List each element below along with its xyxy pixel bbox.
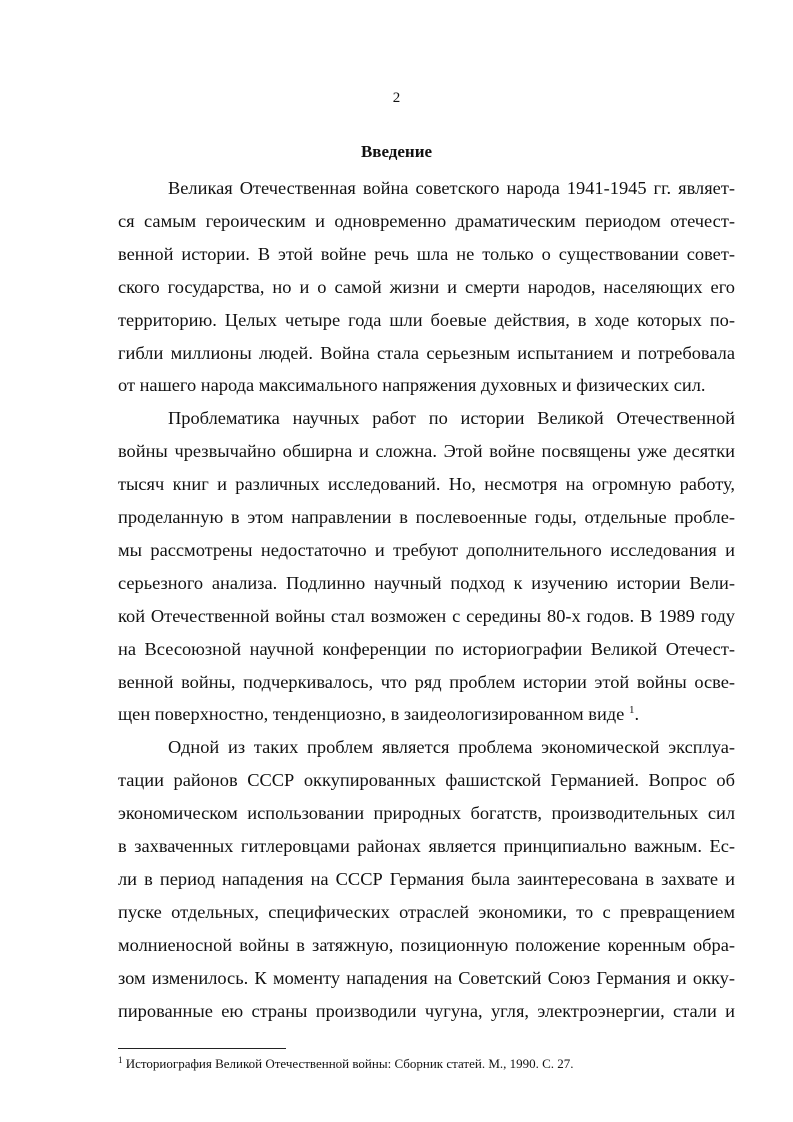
- text-line: зом изменилось. К моменту нападения на Советский Союз Германия и окку-: [118, 967, 735, 988]
- text-line: Великая Отечественная война советского народа 1941-1945 гг. являет-: [168, 178, 735, 198]
- footnote-text: Историография Великой Отечественной войны: Сборник статей. М., 1990. С. 27.: [125, 1056, 574, 1071]
- text-line: ского государства, но и о самой жизни и смерти народов, населяющих его: [118, 276, 735, 297]
- text-line: ли в период нападения на СССР Германия была заинтересована в захвате и: [118, 868, 735, 889]
- page-title: Введение: [360, 142, 433, 161]
- text-line: от нашего народа максимального напряжения духовных и физических сил.: [118, 375, 706, 396]
- line-end-period: .: [634, 704, 640, 725]
- text-line: молниеносной войны в затяжную, позиционную положение коренным обра-: [118, 934, 735, 955]
- footnote-marker: 1: [118, 1055, 123, 1065]
- text-line: Одной из таких проблем является проблема экономической эксплуа-: [168, 737, 735, 758]
- text-line: кой Отечественной войны стал возможен с середины 80-х годов. В 1989 году: [118, 605, 735, 626]
- text-line: в захваченных гитлеровцами районах является принципиально важным. Ес-: [118, 836, 735, 856]
- text-line: пированные ею страны производили чугуна, угля, электроэнергии, стали и: [118, 1000, 735, 1021]
- footnote-divider: [118, 1048, 286, 1049]
- footnote-reference: 1: [628, 704, 635, 717]
- page-number: 2: [392, 90, 401, 106]
- text-line: Проблематика научных работ по истории Великой Отечественной: [168, 408, 735, 429]
- text-line: тации районов СССР оккупированных фашистской Германией. Вопрос об: [118, 770, 735, 791]
- text-line: ся самым героическим и одновременно драматическим периодом отечест-: [118, 210, 735, 231]
- footnote: [118, 1054, 574, 1074]
- text-line: венной войны, подчеркивалось, что ряд проблем истории этой войны осве-: [118, 671, 735, 692]
- text-line: венной истории. В этой войне речь шла не только о существовании совет-: [118, 243, 735, 264]
- text-line-content: щен поверхностно, тенденциозно, в заидеологизированном виде: [118, 704, 625, 725]
- text-line: на Всесоюзной научной конференции по историографии Великой Отечест-: [118, 638, 735, 659]
- text-line: гибли миллионы людей. Война стала серьезным испытанием и потребовала: [118, 342, 735, 363]
- text-line: мы рассмотрены недостаточно и требуют дополнительного исследования и: [118, 539, 735, 560]
- text-line-with-footnote: [118, 698, 735, 731]
- text-line: серьезного анализа. Подлинно научный подход к изучению истории Вели-: [118, 572, 735, 593]
- text-line: проделанную в этом направлении в послевоенные годы, отдельные пробле-: [118, 507, 735, 527]
- text-line: экономическом использовании природных богатств, производительных сил: [118, 803, 735, 824]
- text-line: пуске отдельных, специфических отраслей экономики, то с превращением: [118, 901, 735, 922]
- text-line: тысяч книг и различных исследований. Но, несмотря на огромную работу,: [118, 474, 735, 495]
- text-line: территорию. Целых четыре года шли боевые действия, в ходе которых по-: [118, 309, 735, 330]
- text-line: войны чрезвычайно обширна и сложна. Этой войне посвящены уже десятки: [118, 441, 735, 462]
